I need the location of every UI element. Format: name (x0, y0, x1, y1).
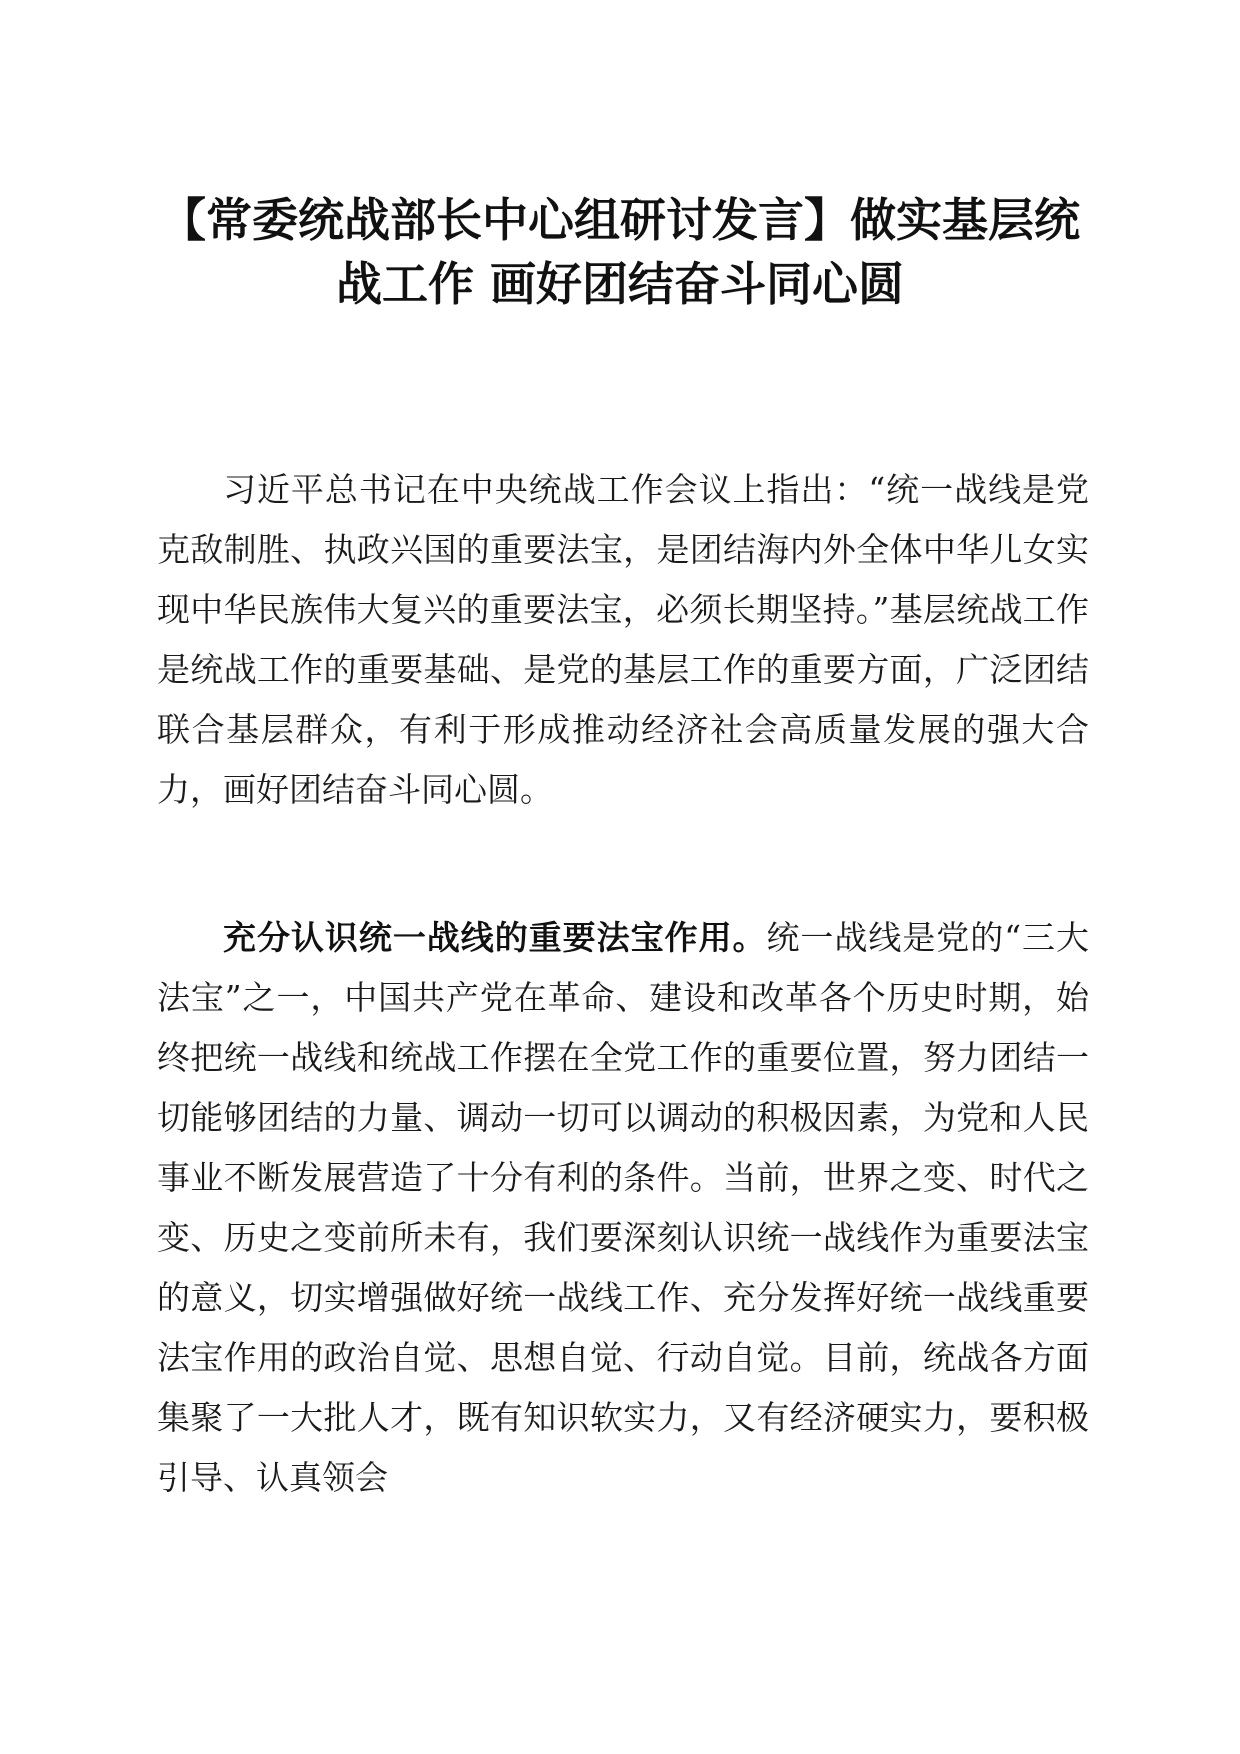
paragraph-section-1 (157, 908, 1089, 1508)
section-heading-lead: 充分认识统一战线的重要法宝作用。 (223, 918, 767, 957)
section-body-text: 统一战线是党的“三大法宝”之一，中国共产党在革命、建设和改革各个历史时期，始终把统一战线和统战工作摆在全党工作的重要位置，努力团结一切能够团结的力量、调动一切可以调动的积极因素，为党和人民事业不断发展营造了十分有利的条件。当前，世界之变、时代之变、历史之变前所未有，我们要深刻认识统一战线作为重要法宝的意义，切实增强做好统一战线工作、充分发挥好统一战线重要法宝作用的政治自觉、思想自觉、行动自觉。目前，统战各方面集聚了一大批人才，既有知识软实力，又有经济硬实力，要积极引导、认真领会 (157, 918, 1090, 1497)
title-line-1: 【常委统战部长中心组研讨发言】做实基层统 (160, 193, 1080, 247)
paragraph-intro: 习近平总书记在中央统战工作会议上指出：“统一战线是党克敌制胜、执政兴国的重要法宝，是团结海内外全体中华儿女实现中华民族伟大复兴的重要法宝，必须长期坚持。”基层统战工作是统战工作的重要基础、是党的基层工作的重要方面，广泛团结联合基层群众，有利于形成推动经济社会高质量发展的强大合力，画好团结奋斗同心圆。 (157, 470, 1089, 809)
document-title (150, 188, 1090, 316)
title-line-2: 战工作 画好团结奋斗同心圆 (335, 257, 904, 311)
